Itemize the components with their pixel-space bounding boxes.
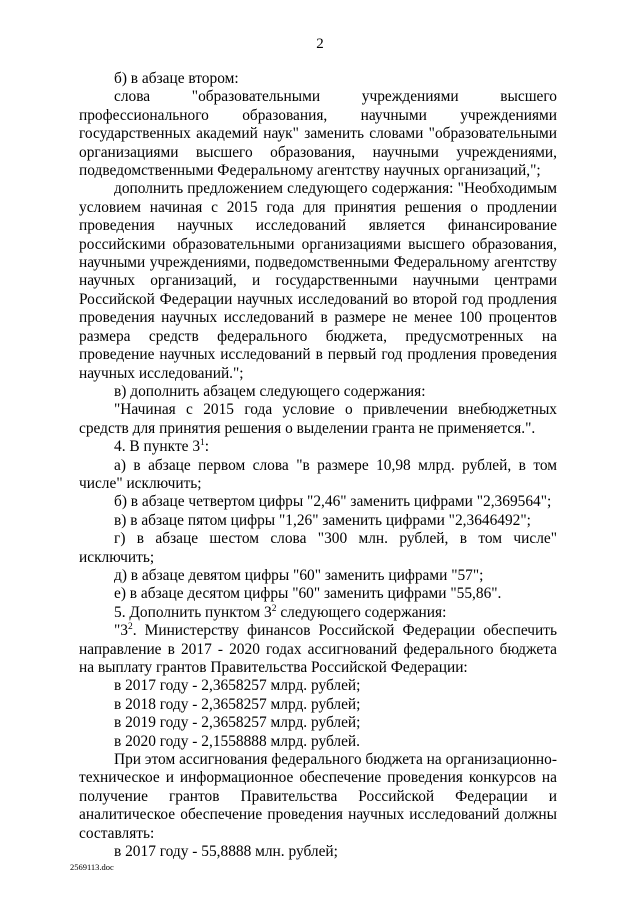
document-body <box>79 70 557 861</box>
paragraph: б) в абзаце втором: <box>114 70 239 87</box>
paragraph: д) в абзаце девятом цифры "60" заменить цифрами "57"; <box>114 566 484 584</box>
paragraph: б) в абзаце четвертом цифры "2,46" заменить цифрами "2,369564"; <box>114 493 552 511</box>
paragraph: в 2018 году - 2,3658257 млрд. рублей; <box>114 695 361 713</box>
paragraph: в 2019 году - 2,3658257 млрд. рублей; <box>114 714 361 732</box>
paragraph: слова "образовательными учреждениями высшего профессионального образования, научными учреждениями государственных академий наук" заменить словами "образовательными организациями высшего образования, научными учреждениями, подведомственными Федеральному агентству научных организаций,"; <box>79 88 557 180</box>
point-4-text: 4. В пункте 3 <box>114 438 201 456</box>
point-4-sup: 1 <box>200 438 205 448</box>
point-5-sup: 2 <box>271 603 277 614</box>
paragraph: в) в абзаце пятом цифры "1,26" заменить цифрами "2,3646492"; <box>114 511 531 529</box>
point-3-2-open: "3 <box>114 622 128 640</box>
footer-file-code: 2569113.doc <box>70 862 114 872</box>
point-4-after: : <box>204 438 210 456</box>
paragraph: в) дополнить абзацем следующего содержания: <box>114 382 426 400</box>
paragraph: в 2020 году - 2,1558888 млрд. рублей. <box>114 732 360 750</box>
point-3-2-text: . Министерству финансов Российской Федерации обеспечить направление в 2017 - 2020 годах ассигнований федерального бюджета на выплату грантов Правительства Российской Федерации: <box>79 622 557 676</box>
point-5-after: следующего содержания: <box>276 603 447 621</box>
paragraph: дополнить предложением следующего содержания: "Необходимым условием начиная с 2015 года для принятия решения о продлении проведения научных исследований является финансирование российскими образовательными организациями высшего образования, научными учреждениями, подведомственными Федеральному агентству научных организаций, и государственными научными центрами Российской Федерации научных исследований во второй год продления проведения научных исследований в размере не менее 100 процентов размера средств федерального бюджета, предусмотренных на проведение научных исследований в первый год продления проведения научных исследований."; <box>79 180 557 382</box>
point-3-2-sup: 2 <box>127 622 133 633</box>
paragraph: "Начиная с 2015 года условие о привлечении внебюджетных средств для принятия решения о выделении гранта не применяется.". <box>79 401 557 437</box>
point-3-2-paragraph <box>79 622 557 677</box>
page-number: 2 <box>316 36 324 52</box>
point-4-heading <box>79 438 557 456</box>
paragraph: а) в абзаце первом слова "в размере 10,98 млрд. рублей, в том числе" исключить; <box>79 456 557 492</box>
point-5-heading <box>79 604 557 622</box>
paragraph: При этом ассигнования федерального бюджета на организационно-техническое и информационное обеспечение проведения конкурсов на получение грантов Правительства Российской Федерации и аналитическое обеспечение проведения научных исследований должны составлять: <box>79 751 557 842</box>
paragraph: в 2017 году - 55,8888 млн. рублей; <box>114 843 338 861</box>
paragraph: г) в абзаце шестом слова "300 млн. рублей, в том числе" исключить; <box>79 530 557 566</box>
paragraph: в 2017 году - 2,3658257 млрд. рублей; <box>114 677 361 695</box>
paragraph: е) в абзаце десятом цифры "60" заменить цифрами "55,86". <box>114 585 502 603</box>
point-5-text: 5. Дополнить пунктом 3 <box>114 603 272 621</box>
